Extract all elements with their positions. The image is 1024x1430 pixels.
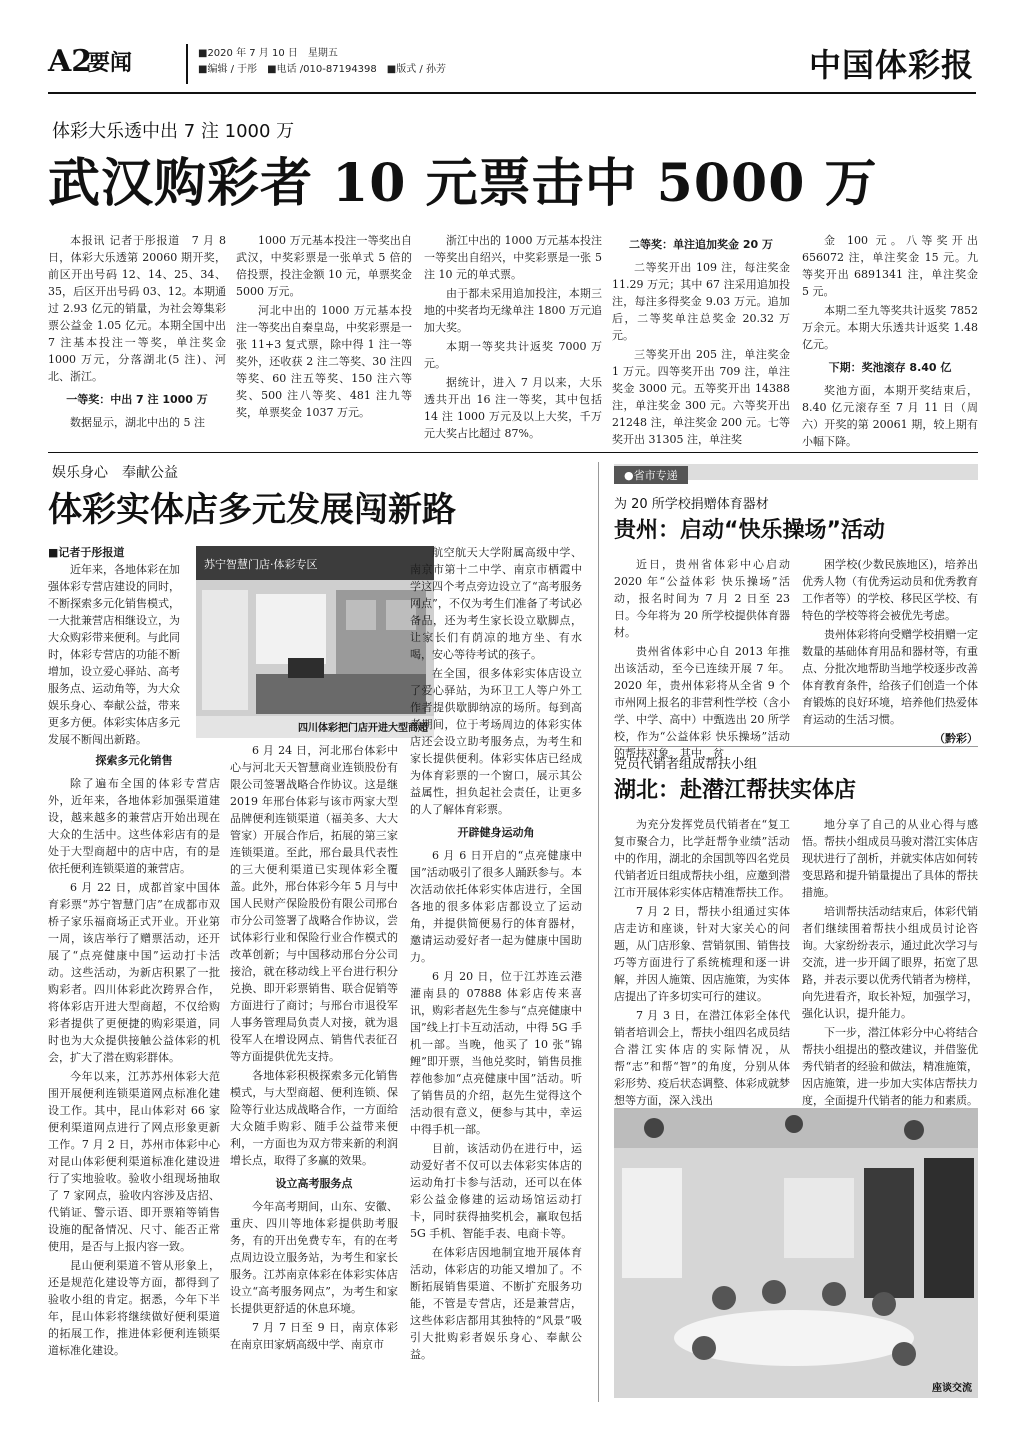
feature-paragraph: 6 月 6 日开启的“点亮健康中国”活动吸引了很多人踊跃参与。本次活动依托体彩实体店进行，全国各地的很多体彩店都设立了运动角，并提供简便易行的体育器材，邀请运动爱好者一起为健康中国助力。: [410, 849, 582, 964]
lead-column-5: [802, 232, 978, 452]
feature-column-3: [410, 544, 582, 1365]
guizhou-signature: （黔彩）: [934, 732, 978, 745]
lead-subhead: 下期：奖池滚存 8.40 亿: [828, 361, 952, 374]
feature-paragraph: 昆山便利渠道不管从形象上，还是规范化建设等方面，都得到了验收小组的肯定。据悉，今年下半年，昆山体彩将继续做好便利渠道的拓展工作，推进体彩便利连锁渠道标准化建设。: [48, 1259, 220, 1357]
feature-intro: [48, 544, 180, 750]
hubei-paragraph: 地分享了自己的从业心得与感悟。帮扶小组成员马骏对潜江实体店现状进行了剖析，并就实体店如何转变思路和提升销量提出了具体的帮扶措施。: [802, 818, 978, 899]
lead-column-3: [424, 232, 602, 444]
hubei-column-2: [802, 816, 978, 1128]
column-divider: [598, 462, 599, 1402]
lead-paragraph: 据统计，进入 7 月以来，大乐透共开出 16 注一等奖，其中包括 14 注 1000 万元及以上大奖，千万元大奖占比超过 87%。: [424, 376, 602, 440]
meeting-photo: [614, 1108, 978, 1398]
lead-kicker: 体彩大乐透中出 7 注 1000 万: [52, 121, 295, 142]
photo-caption: 四川体彩把门店开进大型商超: [298, 723, 428, 734]
guizhou-paragraph: 近日，贵州省体彩中心启动 2020 年“公益体彩 快乐操场”活动，报名时间为 7 月 2 日至 23 日。今年将为 20 所学校提供体育器材。: [614, 558, 790, 639]
feature-subhead: 探索多元化销售: [95, 754, 173, 767]
feature-kicker: 娱乐身心 奉献公益: [52, 465, 178, 481]
story-divider: [614, 746, 978, 747]
lead-paragraph: 1000 万元基本投注一等奖出自武汉，中奖彩票是一张单式 5 倍的倍投票，投注金额 10 元，单票奖金 5000 万元。: [236, 234, 412, 298]
feature-paragraph: 6 月 20 日，位于江苏连云港灌南县的 07888 体彩店传来喜讯，购彩者赵先生参与“点亮健康中国”线上打卡互动活动，中得 5G 手机一部。当晚，他买了 10 张“锦鲤”即开票，当他兑奖时，销售员推荐他参加“点亮健康中国”活动。听了销售员的介绍，赵先生觉得这个活动很有意义，便参与其中，幸运中得手机一部。: [410, 970, 582, 1136]
guizhou-paragraph: 贵州省体彩中心自 2013 年推出该活动，至今已连续开展 7 年。2020 年，贵州体彩将从全省 9 个市州网上报名的非营利性学校（含小学、中学、高中）中甄选出 20 所学校，作为“公益体彩 快乐操场”活动的帮扶对象。其中，贫: [614, 645, 790, 760]
feature-column-1: [48, 752, 220, 1361]
feature-paragraph: 7 月 7 日至 9 日，南京体彩在南京田家炳高级中学、南京市: [230, 1321, 398, 1351]
guizhou-paragraph: 贵州体彩将向受赠学校捐赠一定数量的基础体育用品和器材等，有重点、分批次地帮助当地学校逐步改善体育教育条件，给孩子们创造一个体育锻炼的良好环境，培养他们热爱体育运动的生活习惯。: [802, 628, 978, 726]
feature-byline: ■记者于彤报道: [48, 546, 125, 559]
lead-subhead: 二等奖：单注追加奖金 20 万: [629, 238, 773, 251]
hubei-paragraph: 7 月 2 日，帮扶小组通过实体店走访和座谈，针对大家关心的问题，从门店形象、营销氛围、销售技巧等方面进行了系统梳理和逐一讲解，并因人施策、因店施策，为实体店提出了许多切实可行的建议。: [614, 905, 790, 1003]
feature-paragraph: 目前，该活动仍在进行中，运动爱好者不仅可以去体彩实体店的运动角打卡参与活动，还可以在体彩公益金修建的运动场馆运动打卡，同时获得抽奖机会，赢取包括 5G 手机、智能手表、电商卡等。: [410, 1142, 582, 1240]
lead-paragraph: 本报讯 记者于彤报道 7 月 8 日，体彩大乐透第 20060 期开奖，前区开出号码 12、14、25、34、35，后区开出号码 03、12。本期通过 2.93 亿元的销量，为社会筹集彩票公益金 1.05 亿元。本期全国中出 7 注基本投注一等奖，单注奖金 1000 万元，分落湖北(5 注)、河北、浙江。: [48, 234, 226, 383]
section-name: 要闻: [88, 50, 133, 76]
guizhou-column-2: [802, 556, 978, 747]
feature-subhead: 开辟健身运动角: [457, 826, 535, 839]
guizhou-headline: 贵州：启动“快乐操场”活动: [614, 518, 885, 543]
lead-headline: 武汉购彩者 10 元票击中 5000 万: [48, 153, 878, 214]
hubei-paragraph: 下一步，潜江体彩分中心将结合帮扶小组提出的整改建议，并借鉴优秀代销者的经验和做法，精准施策，因店施策，进一步加大实体店帮扶力度，全面提升代销者的能力和素质。: [802, 1026, 978, 1107]
feature-paragraph: 今年以来，江苏苏州体彩大范围开展便利连锁渠道网点标准化建设工作。其中，昆山体彩对 66 家便利渠道网点进行了网点形象更新工作。7 月 2 日，苏州市体彩中心对昆山体彩便利渠道标准化建设进行了实地验收。验收小组现场抽取了 7 家网点，验收内容涉及店招、代销证、警示语、即开票箱等销售设施的配备情况、尺寸、能否正常使用，是否与上报内容一致。: [48, 1070, 220, 1253]
lead-paragraph: 金 100 元。八等奖开出 656072 注，单注奖金 15 元。九等奖开出 6891341 注，单注奖金 5 元。: [802, 234, 978, 298]
lead-paragraph: 本期二至九等奖共计返奖 7852 万余元。本期大乐透共计返奖 1.48 亿元。: [802, 304, 978, 351]
lead-column-2: [236, 232, 412, 423]
lead-paragraph: 奖池方面，本期开奖结束后，8.40 亿元滚存至 7 月 11 日（周六）开奖的第 20061 期，较上期有小幅下降。: [802, 384, 978, 448]
feature-paragraph: 除了遍布全国的体彩专营店外，近年来，各地体彩加强渠道建设，越来越多的兼营店开始出现在大众的生活中。这些体彩店有的是处于大型商超中的店中店，有的是依托便利连锁渠道的兼营店。: [48, 777, 220, 875]
feature-paragraph: 各地体彩积极探索多元化销售模式，与大型商超、便利连锁、保险等行业达成战略合作，一方面给大众随手购彩、随手公益带来便利，一方面也为双方带来新的利润增长点，取得了多赢的效果。: [230, 1069, 398, 1167]
hubei-column-1: [614, 816, 790, 1111]
lead-column-1: [48, 232, 226, 433]
header-divider: [186, 44, 188, 84]
staff-line: ■编辑 / 于彤 ■电话 /010-87194398 ■版式 / 孙芳: [198, 64, 446, 75]
hubei-kicker: 党员代销者组成帮扶小组: [614, 757, 758, 772]
lead-paragraph: 三等奖开出 205 注，单注奖金 1 万元。四等奖开出 709 注，单注奖金 3000 元。五等奖开出 14388 注，单注奖金 300 元。六等奖开出 21248 注，单注奖金 200 元。七等奖开出 31305 注，单注奖: [612, 348, 790, 446]
store-photo-illustration: [196, 546, 434, 738]
feature-paragraph: 今年高考期间，山东、安徽、重庆、四川等地体彩提供助考服务，有的开出免费专车，有的在考点周边设立服务站，为考生和家长服务。江苏南京体彩在体彩实体店设立“高考服务网点”，为考生和家长提供更舒适的休息环境。: [230, 1200, 398, 1315]
feature-paragraph: 在全国，很多体彩实体店设立了爱心驿站，为环卫工人等户外工作者提供歇脚纳凉的场所。每到高考期间，位于考场周边的体彩实体店还会设立助考服务点，为考生和家长提供便利。体彩实体店已经成为体育彩票的一个窗口，展示其公益属性，担负起社会责任，让更多的人了解体育彩票。: [410, 667, 582, 816]
feature-paragraph: 6 月 24 日，河北邢台体彩中心与河北天天智慧商业连锁股份有限公司签署战略合作协议。这是继 2019 年邢台体彩与该市两家大型品牌便利连锁渠道（福美多、大大管家）开展合作后，拓展的第三家连锁渠道。至此，邢台最具代表性的三大便利渠道已实现体彩全覆盖。此外，邢台体彩今年 5 月与中国人民财产保险股份有限公司邢台市分公司签署了战略合作协议，尝试体彩行业和保险行业合作模式的改革创新；与中国移动邢台分公司接洽，就在移动线上平台进行积分兑换、即开彩票销售、联合促销等方面进行了商讨；与邢台市退役军人事务管理局负责人对接，就为退役军人在增设网点、销售代表征召等方面提供优先支持。: [230, 744, 398, 1063]
feature-paragraph: 6 月 22 日，成都首家中国体育彩票“苏宁智慧门店”在成都市双桥子家乐福商场正式开业。开业第一周，该店举行了赠票活动，还开展了“点亮健康中国”运动打卡活动。这些活动，为新店积累了一批购彩者。四川体彩此次跨界合作，将体彩店开进大型商超，不仅给购彩者提供了更便捷的购彩渠道，同时也为大众提供接触公益体彩的机会，扩大了潜在购彩群体。: [48, 881, 220, 1064]
provincial-tag: ●省市专递: [614, 466, 688, 484]
feature-column-2: [230, 742, 398, 1355]
lead-paragraph: 本期一等奖共计返奖 7000 万元。: [424, 340, 602, 370]
header-rule: [48, 92, 976, 94]
masthead: 中国体彩报: [808, 46, 974, 84]
lead-subhead: 一等奖：中出 7 注 1000 万: [66, 393, 208, 406]
feature-paragraph: 近年来，各地体彩在加强体彩专营店建设的同时，不断探索多元化销售模式，一大批兼营店相继设立，为大众购彩带来便利。与此同时，体彩专营店的功能不断增加，设立爱心驿站、高考服务点、运动角等，为大众娱乐身心、奉献公益，带来更多方便。体彩实体店多元发展不断闯出新路。: [48, 563, 180, 746]
guizhou-column-1: [614, 556, 790, 764]
store-sign-text: 苏宁智慧门店·体彩专区: [204, 558, 318, 571]
date-line: ■2020 年 7 月 10 日 星期五: [198, 48, 338, 59]
hubei-paragraph: 培训帮扶活动结束后，体彩代销者们继续围着帮扶小组成员讨论咨询。大家纷纷表示，通过此次学习与交流，进一步开阔了眼界，拓宽了思路，并表示要以优秀代销者为榜样，向先进看齐，取长补短，加强学习，强化认识，提升能力。: [802, 905, 978, 1020]
lead-column-4: [612, 236, 790, 450]
hubei-paragraph: 为充分发挥党员代销者在“复工复市聚合力，比学赶帮争业绩”活动中的作用，湖北的余国凯等四名党员代销者近日组成帮扶小组，应邀到潜江市开展体彩实体店精准帮扶工作。: [614, 818, 790, 899]
provincial-bar: [614, 464, 978, 480]
lead-paragraph: 二等奖开出 109 注，每注奖金 11.29 万元；其中 67 注采用追加投注，每注多得奖金 9.03 万元。追加后，二等奖单注总奖金 20.32 万元。: [612, 261, 790, 342]
lead-paragraph: 浙江中出的 1000 万元基本投注一等奖出自绍兴，中奖彩票是一张 5 注 10 元的单式票。: [424, 234, 602, 281]
lead-paragraph: 河北中出的 1000 万元基本投注一等奖出自秦皇岛，中奖彩票是一张 11+3 复式票，除中得 1 注一等奖外，还收获 2 注二等奖、30 注四等奖、60 注五等奖、150 注六等奖、500 注八等奖、481 注九等奖，单票奖金 1037 万元。: [236, 304, 412, 419]
lead-paragraph: 数据显示，湖北中出的 5 注: [70, 416, 205, 429]
guizhou-kicker: 为 20 所学校捐赠体育器材: [614, 497, 769, 512]
meeting-photo-illustration: [614, 1108, 978, 1398]
feature-subhead: 设立高考服务点: [275, 1177, 353, 1190]
feature-paragraph: 航空航天大学附属高级中学、南京市第十二中学、南京市栖霞中学这四个考点旁边设立了“高考服务网点”，不仅为考生们准备了考试必备品，还为考生家长设立歇脚点，让家长们有荫凉的地方坐、有水喝，安心等待考试的孩子。: [410, 546, 582, 661]
feature-paragraph: 在体彩店因地制宜地开展体育活动，体彩店的功能又增加了。不断拓展销售渠道、不断扩充服务功能，不管是专营店，还是兼营店，这些体彩店都用其独特的“风景”吸引大批购彩者娱乐身心、奉献公益。: [410, 1246, 582, 1361]
store-photo: [196, 546, 434, 738]
hubei-paragraph: 7 月 3 日，在潜江体彩全体代销者培训会上，帮扶小组四名成员结合潜江实体店的实际情况，从帮“志”和帮“智”的角度，分别从体彩形势、疫后状态调整、体彩成就梦想等方面，深入浅出: [614, 1009, 790, 1107]
page-number: A2: [48, 44, 93, 79]
lead-paragraph: 由于都未采用追加投注，本期三地的中奖者均无缘单注 1800 万元追加大奖。: [424, 287, 602, 334]
hubei-headline: 湖北：赴潜江帮扶实体店: [614, 778, 857, 803]
guizhou-paragraph: 困学校(少数民族地区)，培养出优秀人物（有优秀运动员和优秀教育工作者等）的学校、移民区学校、有特色的学校等将会被优先考虑。: [802, 558, 978, 622]
photo-caption: 座谈交流: [932, 1383, 972, 1394]
section-divider: [48, 452, 978, 453]
feature-headline: 体彩实体店多元发展闯新路: [48, 490, 456, 530]
